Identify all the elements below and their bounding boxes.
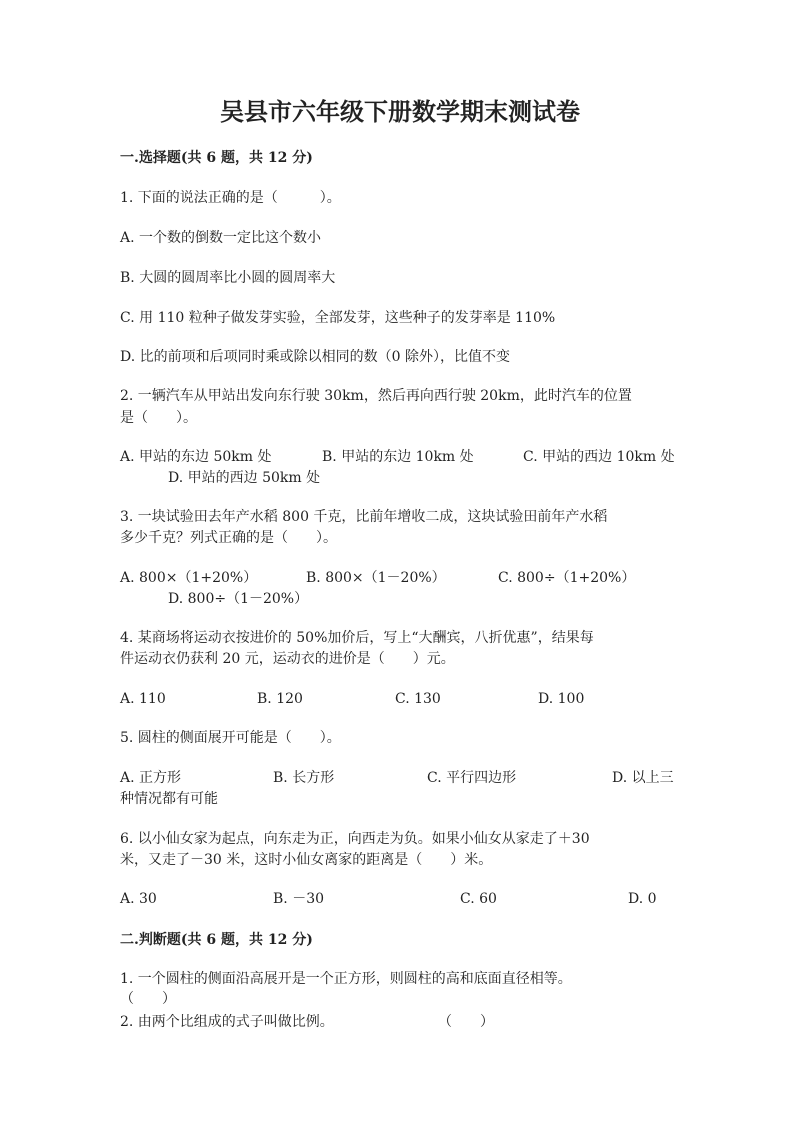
question-6-option-a: A. 30 (120, 891, 157, 907)
question-4-option-d: D. 100 (538, 691, 585, 707)
question-1-option-b: B. 大圆的圆周率比小圆的圆周率大 (120, 270, 336, 286)
judgment-1-answer-blank: （ ） (120, 991, 176, 1007)
question-6-option-b: B. －30 (273, 891, 325, 907)
question-3-option-a: A. 800×（1+20%） (120, 570, 258, 586)
question-2-stem-line-1: 2. 一辆汽车从甲站出发向东行驶 30km，然后再向西行驶 20km，此时汽车的位置 (120, 388, 632, 404)
question-4-stem-line-2: 件运动衣仍获利 20 元，运动衣的进价是（ ）元。 (120, 651, 455, 667)
page-title: 吴县市六年级下册数学期末测试卷 (220, 97, 580, 126)
question-5-option-d-continued: 种情况都有可能 (120, 791, 218, 807)
question-2-option-c: C. 甲站的西边 10km 处 (523, 449, 675, 465)
question-5-stem: 5. 圆柱的侧面展开可能是（ ）。 (120, 730, 341, 746)
question-3-option-d: D. 800÷（1－20%） (168, 591, 309, 607)
question-1-option-c: C. 用 110 粒种子做发芽实验，全部发芽，这些种子的发芽率是 110% (120, 310, 556, 326)
question-4-option-a: A. 110 (120, 691, 166, 707)
question-1-option-a: A. 一个数的倒数一定比这个数小 (120, 230, 322, 246)
question-4-option-b: B. 120 (257, 691, 303, 707)
question-5-option-b: B. 长方形 (273, 770, 335, 786)
question-5-option-c: C. 平行四边形 (427, 770, 517, 786)
question-4-stem-line-1: 4. 某商场将运动衣按进价的 50%加价后，写上“大酬宾，八折优惠”，结果每 (120, 630, 594, 646)
question-5-option-a: A. 正方形 (120, 770, 182, 786)
question-5-option-d: D. 以上三 (612, 770, 674, 786)
question-2-stem-line-2: 是（ ）。 (120, 410, 197, 426)
judgment-2-stem: 2. 由两个比组成的式子叫做比例。 (120, 1014, 334, 1030)
section-heading-judgment: 二.判断题(共 6 题，共 12 分) (120, 932, 313, 948)
question-1-option-d: D. 比的前项和后项同时乘或除以相同的数（0 除外），比值不变 (120, 349, 510, 365)
question-2-option-a: A. 甲站的东边 50km 处 (120, 449, 272, 465)
question-4-option-c: C. 130 (395, 691, 441, 707)
question-2-option-d: D. 甲站的西边 50km 处 (168, 470, 321, 486)
section-heading-choice: 一.选择题(共 6 题，共 12 分) (120, 150, 313, 166)
question-6-stem-line-1: 6. 以小仙女家为起点，向东走为正，向西走为负。如果小仙女从家走了＋30 (120, 831, 590, 847)
question-6-option-c: C. 60 (460, 891, 497, 907)
question-3-stem-line-2: 多少千克？列式正确的是（ ）。 (120, 530, 337, 546)
question-1-stem: 1. 下面的说法正确的是（ ）。 (120, 190, 341, 206)
judgment-1-stem: 1. 一个圆柱的侧面沿高展开是一个正方形，则圆柱的高和底面直径相等。 (120, 971, 572, 987)
question-3-option-b: B. 800×（1－20%） (306, 570, 446, 586)
question-6-stem-line-2: 米，又走了－30 米，这时小仙女离家的距离是（ ）米。 (120, 852, 493, 868)
judgment-2-answer-blank: （ ） (438, 1014, 494, 1030)
question-3-option-c: C. 800÷（1+20%） (498, 570, 636, 586)
question-6-option-d: D. 0 (628, 891, 657, 907)
question-2-option-b: B. 甲站的东边 10km 处 (322, 449, 474, 465)
question-3-stem-line-1: 3. 一块试验田去年产水稻 800 千克，比前年增收二成，这块试验田前年产水稻 (120, 509, 608, 525)
